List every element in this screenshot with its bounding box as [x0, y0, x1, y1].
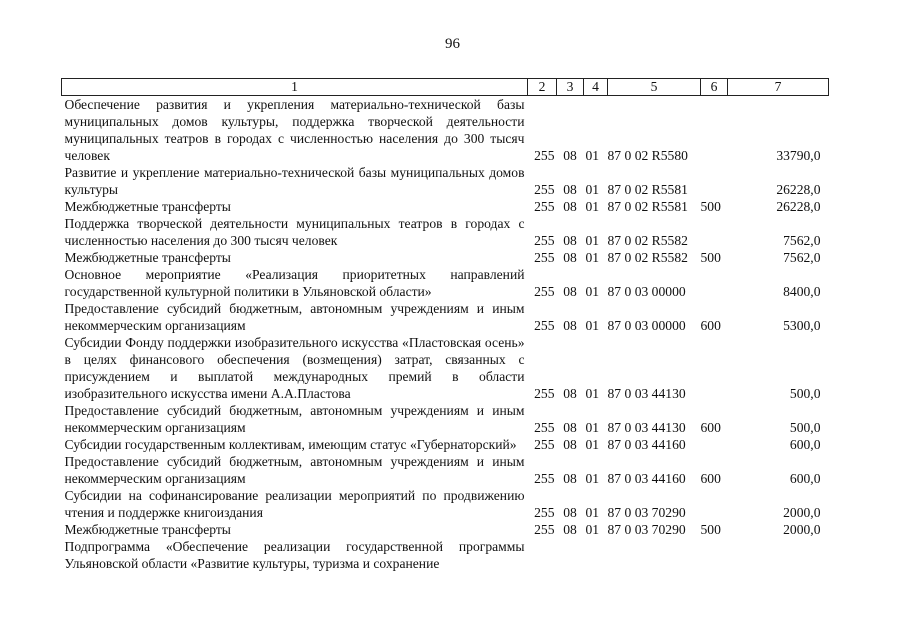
row-rz: 08 [563, 471, 577, 486]
row-sum: 2000,0 [783, 505, 821, 520]
row-csr: 87 0 03 00000 [607, 284, 686, 299]
row-gr: 255 [534, 250, 555, 265]
row-gr [528, 538, 557, 572]
header-col-6: 6 [701, 79, 728, 96]
table-row [62, 198, 829, 215]
row-gr: 255 [534, 318, 555, 333]
row-gr: 255 [534, 420, 555, 435]
row-vr [701, 334, 728, 402]
row-name: Межбюджетные трансферты [64, 250, 231, 265]
row-name: Подпрограмма «Обеспечение реализации государственной программы Ульяновской области «Развитие культуры, туризма и сохранение [64, 539, 525, 571]
row-vr: 600 [700, 318, 721, 333]
row-pr: 01 [585, 471, 600, 486]
row-gr: 255 [534, 522, 555, 537]
row-rz: 08 [563, 522, 577, 537]
row-sum: 26228,0 [776, 199, 821, 214]
table-row [62, 487, 829, 521]
row-gr: 255 [534, 437, 555, 452]
row-sum: 500,0 [789, 420, 821, 435]
row-sum: 33790,0 [776, 148, 821, 163]
row-vr [701, 96, 728, 165]
row-vr [701, 436, 728, 453]
row-sum: 2000,0 [783, 522, 821, 537]
row-vr [701, 164, 728, 198]
row-csr: 87 0 02 R5580 [607, 148, 688, 163]
row-name: Предоставление субсидий бюджетным, автономным учреждениям и иным некоммерческим организациям [64, 403, 525, 435]
row-vr [701, 266, 728, 300]
table-header-row [62, 79, 829, 96]
row-rz: 08 [563, 437, 577, 452]
row-name: Субсидии Фонду поддержки изобразительного искусства «Пластовская осень» в целях финансового обеспечения (возмещения) затрат, связанных с присуждением и выплатой международных премий в области изобразительного искусства имени А.А.Пластова [64, 335, 525, 401]
table-row [62, 164, 829, 198]
table-row [62, 436, 829, 453]
row-vr: 500 [700, 250, 721, 265]
row-sum [728, 538, 829, 572]
row-gr: 255 [534, 148, 555, 163]
row-csr: 87 0 03 70290 [607, 522, 686, 537]
row-vr: 600 [700, 420, 721, 435]
page-number: 96 [445, 36, 460, 52]
header-col-1: 1 [62, 79, 528, 96]
table-row [62, 96, 829, 165]
row-sum: 600,0 [789, 471, 821, 486]
table-row [62, 300, 829, 334]
row-pr: 01 [585, 318, 600, 333]
table-row [62, 402, 829, 436]
table-row [62, 249, 829, 266]
table-row [62, 266, 829, 300]
row-sum: 500,0 [789, 386, 821, 401]
row-rz: 08 [563, 182, 577, 197]
row-vr: 500 [700, 522, 721, 537]
row-vr [701, 538, 728, 572]
row-rz: 08 [563, 233, 577, 248]
row-rz: 08 [563, 284, 577, 299]
row-rz: 08 [563, 148, 577, 163]
row-vr: 500 [700, 199, 721, 214]
row-csr: 87 0 03 00000 [607, 318, 686, 333]
row-pr: 01 [585, 199, 600, 214]
row-gr: 255 [534, 386, 555, 401]
header-col-3: 3 [557, 79, 584, 96]
table-row [62, 453, 829, 487]
row-rz: 08 [563, 318, 577, 333]
header-col-7: 7 [728, 79, 829, 96]
row-name: Межбюджетные трансферты [64, 522, 231, 537]
row-csr: 87 0 03 44160 [607, 471, 686, 486]
row-gr: 255 [534, 284, 555, 299]
row-sum: 600,0 [789, 437, 821, 452]
row-csr: 87 0 02 R5582 [607, 233, 688, 248]
row-csr: 87 0 02 R5582 [607, 250, 688, 265]
budget-table [61, 78, 829, 572]
row-name: Основное мероприятие «Реализация приоритетных направлений государственной культурной политики в Ульяновской области» [64, 267, 525, 299]
row-vr [701, 487, 728, 521]
row-pr: 01 [585, 284, 600, 299]
row-rz: 08 [563, 250, 577, 265]
row-csr: 87 0 03 70290 [607, 505, 686, 520]
row-pr: 01 [585, 437, 600, 452]
header-col-4: 4 [584, 79, 608, 96]
row-name: Субсидии государственным коллективам, имеющим статус «Губернаторский» [64, 437, 517, 452]
row-gr: 255 [534, 233, 555, 248]
row-name: Поддержка творческой деятельности муниципальных театров в городах с численностью населения до 300 тысяч человек [64, 216, 525, 248]
row-name: Предоставление субсидий бюджетным, автономным учреждениям и иным некоммерческим организациям [64, 301, 525, 333]
row-csr: 87 0 03 44160 [607, 437, 686, 452]
row-vr: 600 [700, 471, 721, 486]
row-sum: 8400,0 [783, 284, 821, 299]
row-name: Развитие и укрепление материально-технической базы муниципальных домов культуры [64, 165, 525, 197]
row-rz: 08 [563, 505, 577, 520]
row-gr: 255 [534, 199, 555, 214]
table-body [62, 96, 829, 573]
row-pr: 01 [585, 233, 600, 248]
row-vr [701, 215, 728, 249]
row-rz: 08 [563, 386, 577, 401]
header-col-2: 2 [528, 79, 557, 96]
row-gr: 255 [534, 182, 555, 197]
row-gr: 255 [534, 505, 555, 520]
row-rz: 08 [563, 420, 577, 435]
row-sum: 5300,0 [783, 318, 821, 333]
row-csr: 87 0 03 44130 [607, 386, 686, 401]
row-csr: 87 0 02 R5581 [607, 182, 688, 197]
row-sum: 7562,0 [783, 250, 821, 265]
row-name: Субсидии на софинансирование реализации мероприятий по продвижению чтения и поддержке книгоиздания [64, 488, 525, 520]
row-name: Предоставление субсидий бюджетным, автономным учреждениям и иным некоммерческим организациям [64, 454, 525, 486]
table-row [62, 334, 829, 402]
row-sum: 26228,0 [776, 182, 821, 197]
row-rz: 08 [563, 199, 577, 214]
row-pr: 01 [585, 522, 600, 537]
table-row [62, 215, 829, 249]
row-pr: 01 [585, 505, 600, 520]
row-pr: 01 [585, 250, 600, 265]
row-csr: 87 0 03 44130 [607, 420, 686, 435]
row-sum: 7562,0 [783, 233, 821, 248]
header-col-5: 5 [608, 79, 701, 96]
row-rz [557, 538, 584, 572]
row-pr [584, 538, 608, 572]
table-row [62, 521, 829, 538]
row-csr [608, 538, 701, 572]
table-row [62, 538, 829, 572]
row-name: Межбюджетные трансферты [64, 199, 231, 214]
row-pr: 01 [585, 386, 600, 401]
row-pr: 01 [585, 148, 600, 163]
row-pr: 01 [585, 420, 600, 435]
row-pr: 01 [585, 182, 600, 197]
row-gr: 255 [534, 471, 555, 486]
row-name: Обеспечение развития и укрепления материально-технической базы муниципальных домов культуры, поддержка творческой деятельности муниципальных театров в городах с численностью населения до 300 тысяч человек [64, 97, 525, 163]
row-csr: 87 0 02 R5581 [607, 199, 688, 214]
